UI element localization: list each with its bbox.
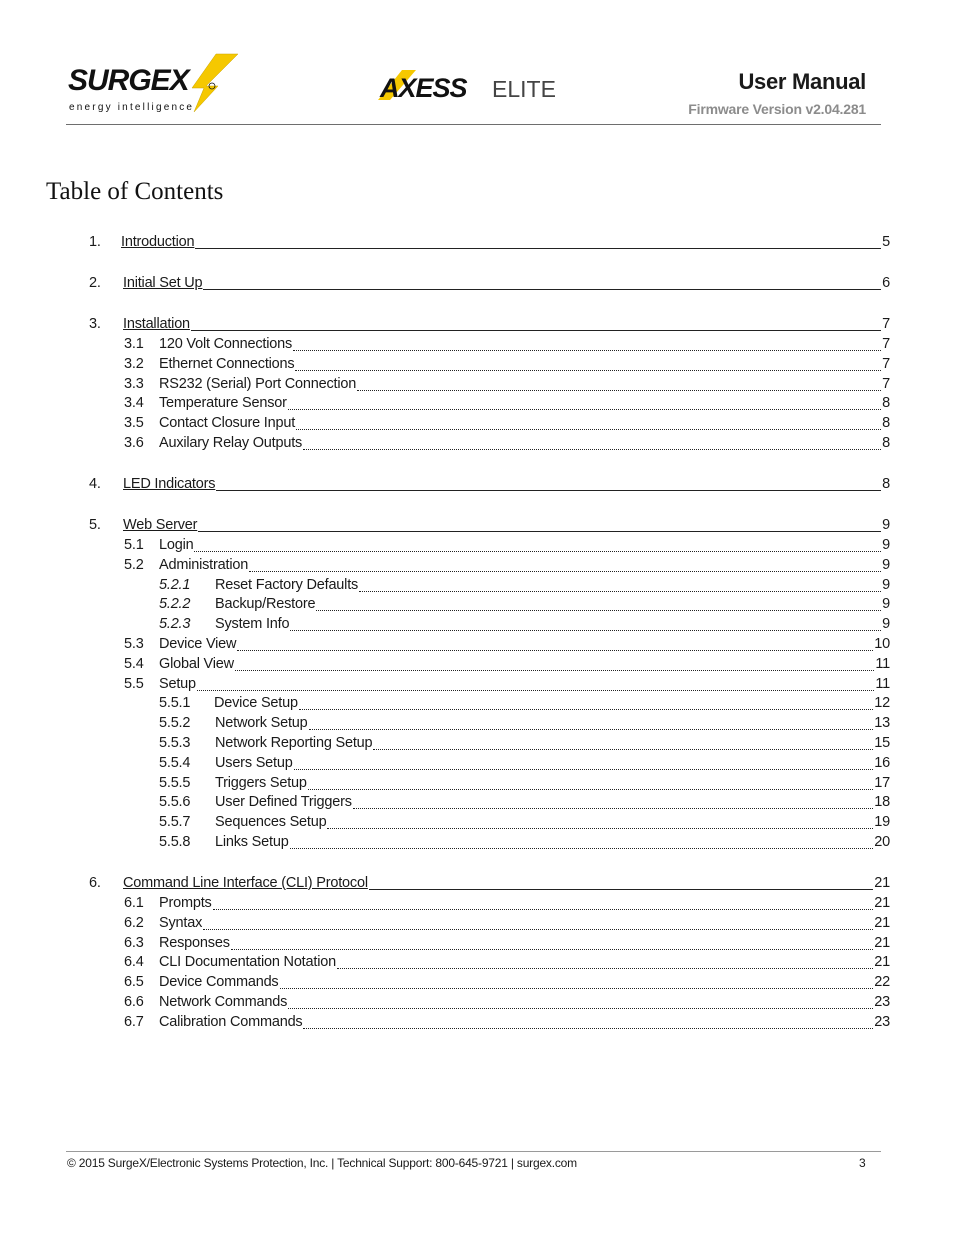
toc-entry-number: 5.1 <box>124 537 144 553</box>
axess-logo-wordmark: AXESS <box>380 73 467 103</box>
toc-entry[interactable] <box>0 393 954 413</box>
toc-entry-number: 5.3 <box>124 636 144 652</box>
toc-leader <box>303 449 881 450</box>
toc-leader <box>293 350 881 351</box>
toc-entry-label: Triggers Setup <box>215 774 307 791</box>
toc-entry-number: 1. <box>89 234 101 250</box>
toc-entry-number: 3. <box>89 316 101 332</box>
toc-entry-link[interactable] <box>215 713 890 733</box>
toc-entry-number: 5.5.4 <box>159 754 191 771</box>
toc-leader <box>294 769 874 770</box>
surgex-logo <box>66 52 246 116</box>
toc-entry-number: 5.2.3 <box>159 616 191 633</box>
toc-entry-number: 4. <box>89 476 101 492</box>
toc-entry-page: 23 <box>874 1013 890 1030</box>
toc-leader <box>290 630 881 631</box>
toc-entry-label: Command Line Interface (CLI) Protocol <box>123 875 368 891</box>
toc-leader <box>357 390 881 391</box>
toc-entry-page: 23 <box>874 994 890 1010</box>
toc-entry-number: 6.7 <box>124 1013 144 1030</box>
toc-entry-link[interactable] <box>215 594 890 614</box>
toc-leader <box>280 988 874 989</box>
toc-entry[interactable] <box>0 713 954 733</box>
toc-entry[interactable] <box>0 753 954 773</box>
toc-entry-link[interactable] <box>159 654 890 674</box>
toc-entry-page: 8 <box>882 435 890 451</box>
toc-entry[interactable] <box>0 792 954 812</box>
toc-entry-number: 5.5.7 <box>159 814 191 831</box>
toc-entry-page: 9 <box>882 596 890 613</box>
toc-entry-label: Device Commands <box>159 974 279 991</box>
toc-entry-page: 8 <box>882 476 890 492</box>
toc-entry-link[interactable] <box>121 232 890 252</box>
toc-leader <box>299 709 873 710</box>
toc-entry-number: 2. <box>89 275 101 291</box>
toc-leader <box>237 650 873 651</box>
toc-leader <box>296 429 881 430</box>
toc-leader <box>198 531 881 532</box>
toc-entry-page: 22 <box>874 974 890 991</box>
toc-entry[interactable] <box>0 773 954 793</box>
toc-entry-link[interactable] <box>159 913 890 933</box>
toc-entry-page: 11 <box>875 675 890 692</box>
toc-entry-label: 120 Volt Connections <box>159 336 293 352</box>
toc-entry-link[interactable] <box>159 893 890 913</box>
toc-entry-page: 9 <box>882 616 890 633</box>
toc-entry-number: 6.5 <box>124 974 144 991</box>
toc-entry[interactable] <box>0 972 954 992</box>
toc-entry[interactable] <box>0 693 954 713</box>
toc-entry-label: Global View <box>159 655 234 672</box>
toc-entry-page: 9 <box>882 576 890 593</box>
toc-entry-label: Temperature Sensor <box>159 395 287 412</box>
toc-entry[interactable] <box>0 232 954 252</box>
toc-entry-label: Calibration Commands <box>159 1013 303 1030</box>
toc-entry-page: 21 <box>874 895 890 911</box>
toc-leader <box>216 490 881 491</box>
toc-entry-link[interactable] <box>159 433 890 453</box>
toc-entry[interactable] <box>0 893 954 913</box>
toc-entry[interactable] <box>0 314 954 334</box>
toc-entry[interactable] <box>0 873 954 893</box>
axess-elite-logo <box>376 66 556 106</box>
toc-entry[interactable] <box>0 933 954 953</box>
toc-entry-link[interactable] <box>159 972 890 992</box>
toc-entry-page: 12 <box>874 695 890 712</box>
toc-entry-label: Responses <box>159 934 230 951</box>
toc-entry-link[interactable] <box>215 753 890 773</box>
toc-entry-label: Reset Factory Defaults <box>215 576 359 593</box>
toc-entry[interactable] <box>0 334 954 354</box>
toc-entry-link[interactable] <box>214 693 890 713</box>
toc-entry-number: 3.3 <box>124 375 144 392</box>
toc-entry[interactable] <box>0 674 954 694</box>
toc-entry-number: 5.5.8 <box>159 834 191 850</box>
toc-leader <box>231 949 874 950</box>
toc-entry-link[interactable] <box>123 515 890 535</box>
toc-entry-label: LED Indicators <box>123 476 216 492</box>
toc-entry-number: 3.5 <box>124 415 144 432</box>
firmware-version: Firmware Version v2.04.281 <box>688 101 866 117</box>
toc-entry-number: 6. <box>89 875 101 891</box>
toc-leader <box>359 591 881 592</box>
toc-entry-link[interactable] <box>215 832 890 852</box>
elite-logo-suffix: ELITE <box>492 76 556 102</box>
toc-entry-link[interactable] <box>159 674 890 694</box>
footer-divider <box>66 1151 881 1152</box>
toc-entry[interactable] <box>0 832 954 852</box>
toc-entry-link[interactable] <box>215 733 890 753</box>
surgex-logo-wordmark: SURGEX <box>68 64 189 97</box>
toc-leader <box>308 789 874 790</box>
toc-entry-page: 9 <box>882 517 890 533</box>
toc-entry-page: 9 <box>882 556 890 573</box>
toc-entry-label: Device Setup <box>214 695 298 712</box>
toc-leader <box>249 571 881 572</box>
toc-entry-link[interactable] <box>123 314 890 334</box>
header-divider <box>66 124 881 125</box>
toc-entry-link[interactable] <box>215 773 890 793</box>
toc-entry-label: Initial Set Up <box>123 275 203 291</box>
toc-entry-link[interactable] <box>159 535 890 555</box>
toc-leader <box>316 610 881 611</box>
toc-entry-label: Network Setup <box>215 715 308 732</box>
toc-entry-label: Installation <box>123 316 190 332</box>
toc-entry[interactable] <box>0 555 954 575</box>
toc-leader <box>369 889 873 890</box>
toc-entry-link[interactable] <box>159 992 890 1012</box>
toc-entry[interactable] <box>0 273 954 293</box>
toc-entry-link[interactable] <box>123 273 890 293</box>
toc-entry-number: 3.6 <box>124 435 144 451</box>
toc-entry-page: 21 <box>874 934 890 951</box>
toc-entry[interactable] <box>0 515 954 535</box>
toc-entry-number: 5.5.6 <box>159 794 191 811</box>
toc-entry-number: 6.3 <box>124 934 144 951</box>
toc-entry-page: 17 <box>874 774 890 791</box>
toc-entry-link[interactable] <box>159 393 890 413</box>
toc-leader <box>203 289 881 290</box>
toc-entry[interactable] <box>0 733 954 753</box>
toc-entry-label: Network Commands <box>159 994 288 1010</box>
manual-title: User Manual <box>738 69 866 94</box>
toc-leader <box>353 808 873 809</box>
toc-entry-number: 5.2 <box>124 556 144 573</box>
toc-entry-number: 6.2 <box>124 914 144 931</box>
surgex-logo-tagline: energy intelligence <box>69 102 195 113</box>
toc-entry-label: Login <box>159 537 194 553</box>
toc-entry-page: 8 <box>882 415 890 432</box>
toc-entry-label: Backup/Restore <box>215 596 316 613</box>
toc-leader <box>337 968 873 969</box>
toc-entry[interactable] <box>0 374 954 394</box>
toc-entry-link[interactable] <box>159 334 890 354</box>
toc-entry-label: RS232 (Serial) Port Connection <box>159 375 357 392</box>
toc-entry[interactable] <box>0 433 954 453</box>
toc-entry-number: 6.6 <box>124 994 144 1010</box>
toc-entry-number: 5.5.3 <box>159 735 191 751</box>
toc-entry-number: 5.2.2 <box>159 596 191 613</box>
toc-entry-page: 7 <box>882 316 890 332</box>
toc-entry[interactable] <box>0 354 954 374</box>
toc-entry-link[interactable] <box>159 634 890 654</box>
toc-leader <box>303 1028 873 1029</box>
toc-entry-link[interactable] <box>159 1012 890 1032</box>
toc-entry[interactable] <box>0 575 954 595</box>
toc-leader <box>309 729 874 730</box>
toc-entry-number: 6.4 <box>124 954 144 971</box>
toc-entry-label: Auxilary Relay Outputs <box>159 435 303 451</box>
toc-entry[interactable] <box>0 634 954 654</box>
toc-entry-label: Users Setup <box>215 754 293 771</box>
header-title-block <box>688 69 866 117</box>
toc-entry[interactable] <box>0 535 954 555</box>
footer-text: © 2015 SurgeX/Electronic Systems Protection, Inc. | Technical Support: 800-645-9721 | surgex.com <box>67 1156 577 1170</box>
toc-entry-link[interactable] <box>215 575 890 595</box>
toc-entry-label: Device View <box>159 636 237 652</box>
toc-entry-number: 5.5.5 <box>159 774 191 791</box>
toc-entry-number: 6.1 <box>124 895 144 911</box>
toc-entry[interactable] <box>0 614 954 634</box>
toc-entry-page: 9 <box>882 537 890 553</box>
toc-entry-label: Web Server <box>123 517 198 533</box>
toc-leader <box>191 330 881 331</box>
toc-entry[interactable] <box>0 413 954 433</box>
toc-leader <box>197 690 874 691</box>
page-header <box>0 0 954 130</box>
toc-entry-page: 15 <box>874 735 890 751</box>
toc-heading: Table of Contents <box>46 178 224 205</box>
toc-entry-label: Setup <box>159 675 196 692</box>
toc-entry-number: 5. <box>89 517 101 533</box>
toc-entry-page: 21 <box>874 914 890 931</box>
toc-entry-number: 5.5 <box>124 675 144 692</box>
toc-entry-link[interactable] <box>159 413 890 433</box>
toc-entry-page: 6 <box>882 275 890 291</box>
toc-entry-label: Links Setup <box>215 834 289 850</box>
toc-entry-number: 5.5.1 <box>159 695 191 712</box>
toc-entry-page: 21 <box>874 954 890 971</box>
toc-entry-page: 7 <box>882 336 890 352</box>
toc-entry[interactable] <box>0 654 954 674</box>
toc-leader <box>203 929 873 930</box>
toc-entry-number: 5.2.1 <box>159 576 191 593</box>
toc-entry-label: Introduction <box>121 234 195 250</box>
toc-entry-page: 13 <box>874 715 890 732</box>
toc-entry-label: CLI Documentation Notation <box>159 954 336 971</box>
toc-entry-page: 19 <box>874 814 890 831</box>
toc-entry-link[interactable] <box>123 873 890 893</box>
toc-entry-number: 3.2 <box>124 355 144 372</box>
toc-entry[interactable] <box>0 594 954 614</box>
toc-entry[interactable] <box>0 1012 954 1032</box>
toc-entry-link[interactable] <box>159 374 890 394</box>
toc-entry-link[interactable] <box>215 614 890 634</box>
toc-entry-page: 8 <box>882 395 890 412</box>
toc-leader <box>373 749 873 750</box>
toc-leader <box>295 370 881 371</box>
toc-entry-page: 10 <box>874 636 890 652</box>
toc-leader <box>288 1008 873 1009</box>
toc-entry-page: 11 <box>875 655 890 672</box>
toc-entry-label: Administration <box>159 556 249 573</box>
toc-entry-number: 3.1 <box>124 336 144 352</box>
toc-entry-label: Ethernet Connections <box>159 355 295 372</box>
toc-entry-label: Syntax <box>159 914 203 931</box>
toc-leader <box>213 909 874 910</box>
toc-entry-label: Sequences Setup <box>215 814 327 831</box>
toc-leader <box>195 248 881 249</box>
toc-entry-page: 7 <box>882 355 890 372</box>
toc-leader <box>327 828 873 829</box>
toc-entry-link[interactable] <box>159 933 890 953</box>
toc-entry-page: 5 <box>882 234 890 250</box>
toc-entry[interactable] <box>0 992 954 1012</box>
toc-entry-label: Prompts <box>159 895 212 911</box>
toc-leader <box>235 670 874 671</box>
toc-entry-link[interactable] <box>215 812 890 832</box>
toc-entry-page: 7 <box>882 375 890 392</box>
toc-entry-page: 20 <box>874 834 890 850</box>
toc-entry-label: Network Reporting Setup <box>215 735 373 751</box>
toc-leader <box>290 848 874 849</box>
toc-entry-number: 5.4 <box>124 655 144 672</box>
toc-entry[interactable] <box>0 913 954 933</box>
toc-entry-label: User Defined Triggers <box>215 794 352 811</box>
toc-entry[interactable] <box>0 812 954 832</box>
toc-entry-number: 5.5.2 <box>159 715 191 732</box>
toc-entry-link[interactable] <box>215 792 890 812</box>
toc-entry-label: Contact Closure Input <box>159 415 296 432</box>
toc-entry-page: 16 <box>874 754 890 771</box>
toc-entry-number: 3.4 <box>124 395 144 412</box>
toc-entry-link[interactable] <box>159 952 890 972</box>
toc-entry-link[interactable] <box>159 555 890 575</box>
toc-entry-page: 21 <box>874 875 890 891</box>
footer-page-number: 3 <box>859 1156 866 1170</box>
toc-leader <box>194 551 881 552</box>
toc-entry[interactable] <box>0 474 954 494</box>
toc-entry-link[interactable] <box>123 474 890 494</box>
toc-leader <box>288 409 881 410</box>
toc-entry-link[interactable] <box>159 354 890 374</box>
toc-entry-label: System Info <box>215 616 290 633</box>
toc-entry[interactable] <box>0 952 954 972</box>
toc-entry-page: 18 <box>874 794 890 811</box>
